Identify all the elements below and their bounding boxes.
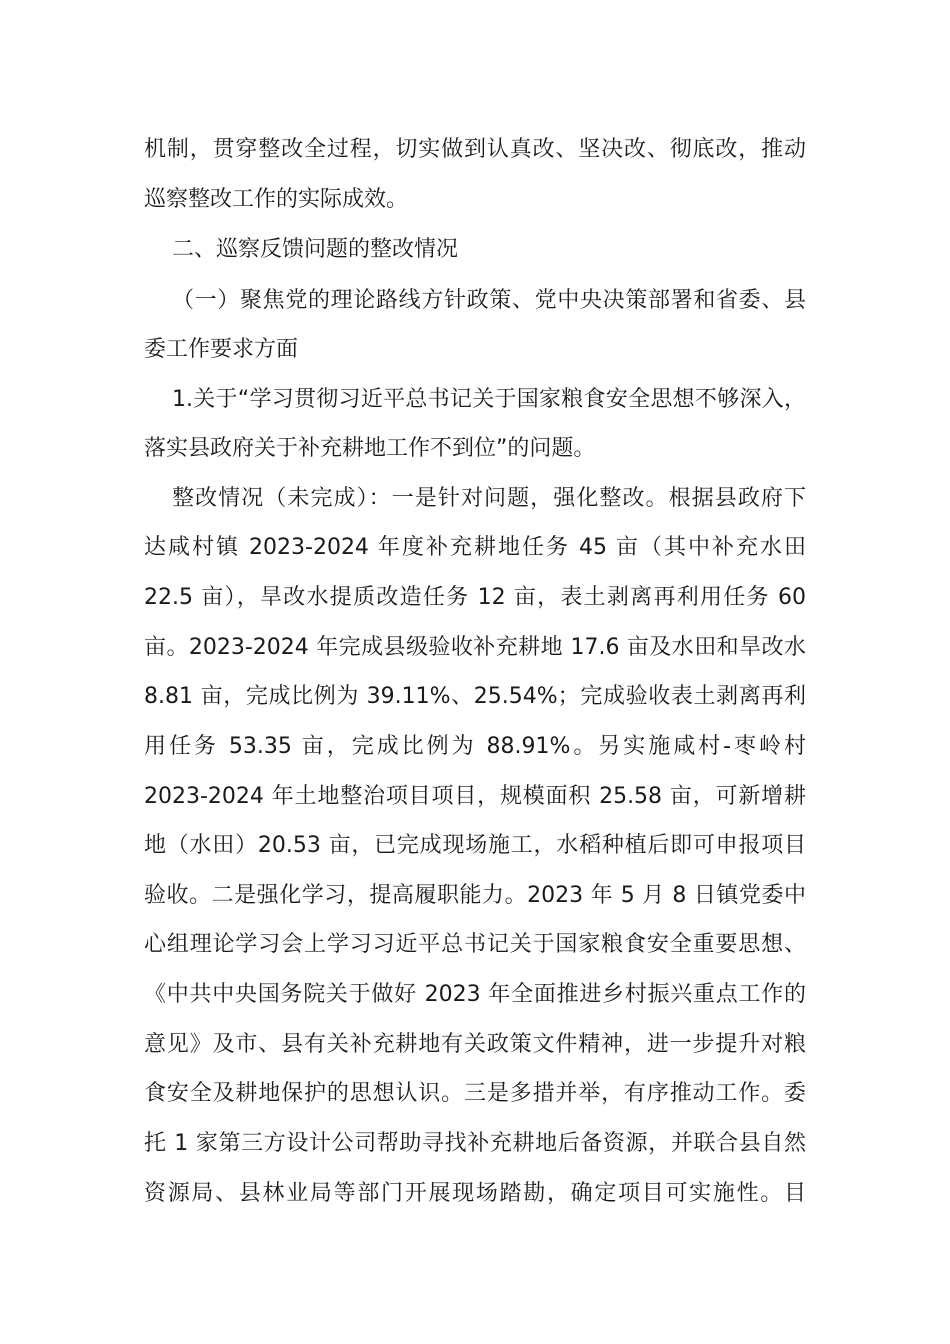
subsection-heading-cont: 委工作要求方面 (144, 337, 299, 362)
text-line: 巡察整改工作的实际成效。 (144, 187, 409, 212)
item-heading-cont: 落实县政府关于补充耕地工作不到位”的问题。 (144, 436, 596, 461)
text-line: 托 1 家第三方设计公司帮助寻找补充耕地后备资源，并联合县自然 (144, 1131, 806, 1156)
subsection-heading: （一）聚焦党的理论路线方针政策、党中央决策部署和省委、县 (172, 288, 806, 313)
text-line: 心组理论学习会上学习习近平总书记关于国家粮食安全重要思想、 (144, 932, 806, 957)
text-line: 《中共中央国务院关于做好 2023 年全面推进乡村振兴重点工作的 (144, 982, 806, 1007)
text-line: 8.81 亩，完成比例为 39.11%、25.54%；完成验收表土剥离再利 (144, 684, 806, 709)
text-line: 达咸村镇 2023-2024 年度补充耕地任务 45 亩（其中补充水田 (144, 535, 806, 560)
text-line: 意见》及市、县有关补充耕地有关政策文件精神，进一步提升对粮 (144, 1032, 806, 1057)
text-line: 资源局、县林业局等部门开展现场踏勘，确定项目可实施性。目 (144, 1181, 806, 1206)
text-line: 验收。二是强化学习，提高履职能力。2023 年 5 月 8 日镇党委中 (144, 883, 806, 908)
text-line: 用任务 53.35 亩，完成比例为 88.91%。另实施咸村-枣岭村 (144, 734, 806, 759)
text-line: 2023-2024 年土地整治项目项目，规模面积 25.58 亩，可新增耕 (144, 784, 806, 809)
section-heading: 二、巡察反馈问题的整改情况 (172, 237, 459, 262)
text-line: 亩。2023-2024 年完成县级验收补充耕地 17.6 亩及水田和旱改水 (144, 635, 806, 660)
text-line: 食安全及耕地保护的思想认识。三是多措并举，有序推动工作。委 (144, 1081, 806, 1106)
text-line: 机制，贯穿整改全过程，切实做到认真改、坚决改、彻底改，推动 (144, 137, 806, 162)
item-heading: 1.关于“学习贯彻习近平总书记关于国家粮食安全思想不够深入， (172, 387, 806, 412)
text-line: 地（水田）20.53 亩，已完成现场施工，水稻种植后即可申报项目 (144, 833, 806, 858)
text-line: 22.5 亩），旱改水提质改造任务 12 亩，表土剥离再利用任务 60 (144, 585, 806, 610)
text-line: 整改情况（未完成）：一是针对问题，强化整改。根据县政府下 (172, 486, 806, 511)
